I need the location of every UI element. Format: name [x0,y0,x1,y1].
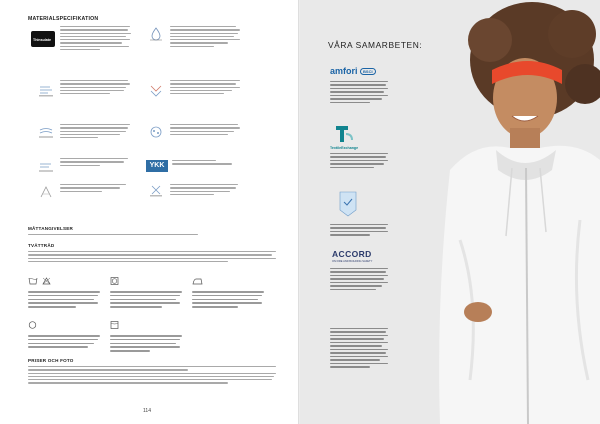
textile-exchange-text [330,153,388,170]
accord-logo: ACCORD [332,249,372,259]
hang-dry-icon [110,321,119,329]
page-number: 114 [143,408,151,414]
reach-badge-icon [338,190,358,218]
sweat-transport-icon [148,82,164,98]
cooperations-title: VÅRA SAMARBETEN: [328,40,423,50]
wash-tub-icon [28,277,38,285]
amfori-logo: amfori BSCI [330,66,376,76]
thinsulate-logo [31,31,55,47]
textile-exchange-name: TextileExchange [330,146,359,150]
wind-cold-icon [38,158,54,174]
sizes-text [28,234,228,237]
material-spec-heading: MATERIALSPECIFIKATION [28,16,99,22]
feature-text-3 [170,80,242,96]
feature-text-8 [60,184,132,194]
ykk-zipper-icon [146,160,168,172]
textile-exchange-logo [332,124,356,146]
amfori-bsci-badge: BSCI [360,68,376,75]
dry-clean-icon [28,321,37,329]
wind-breathing-icon [38,124,54,140]
sizes-heading: MÅTTANGIVELSER [28,226,74,231]
feature-text-7 [172,160,244,167]
feature-text-9 [170,184,242,197]
ykk-label: YKK [149,162,165,169]
prices-text [28,366,278,386]
wind-layers-icon [38,82,54,98]
abrasion-resistant-icon [148,182,164,198]
bleach-icon [42,277,51,285]
care-item-4 [28,316,104,350]
thinsulate-logo-text: Thinsulate [33,38,51,42]
accord-subtitle: ON FIRE AND BUILDING SAFETY [332,260,373,263]
reach-text [330,224,388,238]
feature-text-4 [60,124,132,140]
feature-text-1 [170,26,242,49]
care-item-3 [192,272,268,310]
feature-text-2 [60,80,132,96]
feature-text-6 [60,158,132,168]
tumble-dry-icon [110,277,119,285]
water-drop-icon [148,26,164,42]
care-item-1 [28,272,104,310]
iron-icon [192,277,203,285]
feature-text-5 [170,124,242,137]
care-item-2 [110,272,186,310]
care-item-5 [110,316,186,354]
thinsulate-paragraph [60,26,132,52]
accord-text [330,268,388,292]
antibacterial-icon [148,124,164,140]
reflective-icon [38,184,54,200]
closing-text [330,328,388,370]
right-page [300,0,600,424]
prices-heading: PRISER OCH FOTO [28,358,74,363]
amfori-text [330,81,388,105]
wash-text [28,251,278,264]
wash-heading: TVÄTTRÅD [28,243,55,248]
